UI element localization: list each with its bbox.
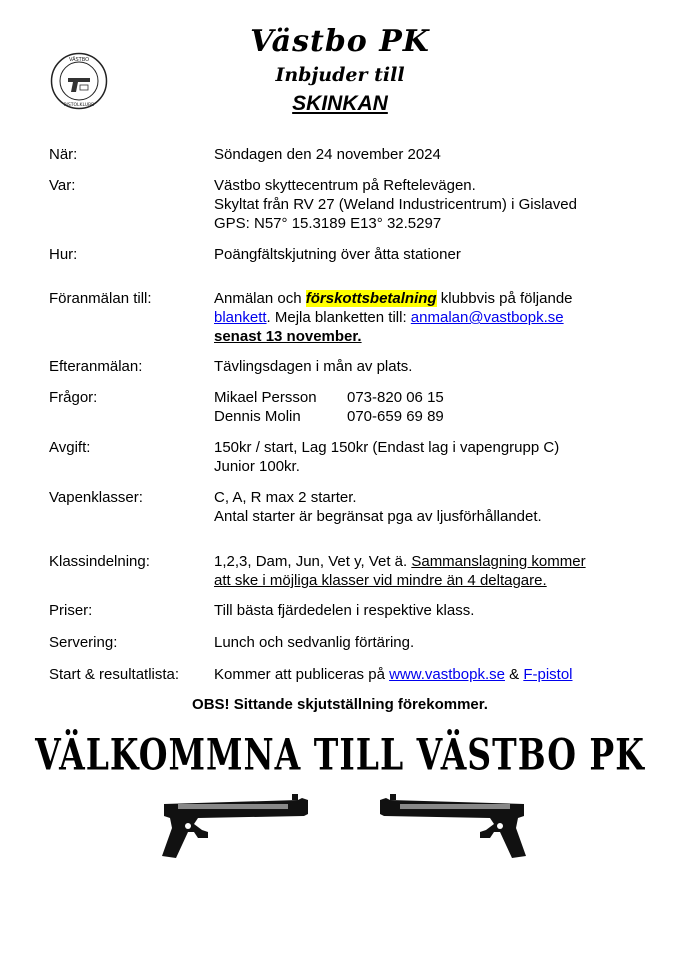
registration-text-3: . Mejla blanketten till:: [266, 309, 411, 326]
registration-deadline: senast 13 november.: [214, 328, 362, 345]
class-division-merge-note-1: Sammanslagning kommer: [411, 553, 586, 570]
where-value: [214, 176, 634, 233]
seated-position-notice: OBS! Sittande skjutställning förekommer.: [192, 696, 488, 713]
registration-value: [214, 289, 634, 346]
contact-phone: 070-659 69 89: [347, 408, 444, 425]
pistol-left-icon: [158, 792, 328, 862]
class-division-merge-note-2: att ske i möjliga klasser vid mindre än 4 deltagare.: [214, 572, 547, 589]
start-list-value: [214, 665, 634, 684]
welcome-banner: VÄLKOMMNA TILL VÄSTBO PK: [35, 729, 645, 780]
where-label: Var:: [49, 177, 76, 194]
prizes-value: Till bästa fjärdedelen i respektive klass.: [214, 602, 475, 619]
start-list-text-2: &: [504, 666, 524, 683]
late-registration-label: Efteranmälan:: [49, 358, 143, 375]
when-value: Söndagen den 24 november 2024: [214, 146, 441, 163]
class-division-value: [214, 552, 634, 590]
prepayment-highlight: förskottsbetalning: [305, 290, 437, 307]
registration-text-2: klubbvis på följande: [436, 290, 573, 307]
where-line-1: Västbo skyttecentrum på Reftelevägen.: [214, 177, 476, 194]
questions-label: Frågor:: [49, 389, 98, 406]
contact-row: [214, 407, 634, 426]
late-registration-value: Tävlingsdagen i mån av plats.: [214, 358, 413, 375]
contact-name: Mikael Persson: [214, 389, 317, 406]
weapon-classes-line-1: C, A, R max 2 starter.: [214, 489, 357, 506]
catering-value: Lunch och sedvanlig förtäring.: [214, 634, 415, 651]
how-label: Hur:: [49, 246, 78, 263]
start-list-text-1: Kommer att publiceras på: [214, 666, 390, 683]
how-value: Poängfältskjutning över åtta stationer: [214, 246, 461, 263]
club-title: Västbo PK: [250, 24, 430, 59]
where-line-3: GPS: N57° 15.3189 E13° 32.5297: [214, 215, 442, 232]
weapon-classes-label: Vapenklasser:: [49, 489, 143, 506]
registration-text-1: Anmälan och: [214, 290, 306, 307]
svg-text:PISTOLKLUBB: PISTOLKLUBB: [63, 103, 95, 108]
form-link[interactable]: blankett: [214, 309, 267, 326]
f-pistol-link[interactable]: F-pistol: [523, 666, 573, 683]
contact-row: [214, 388, 634, 407]
questions-value: [214, 388, 634, 426]
fee-value: [214, 438, 634, 476]
fee-label: Avgift:: [49, 439, 91, 456]
contact-phone: 073-820 06 15: [347, 389, 444, 406]
class-division-text: 1,2,3, Dam, Jun, Vet y, Vet ä.: [214, 553, 412, 570]
pistol-right-icon: [360, 792, 530, 862]
fee-line-1: 150kr / start, Lag 150kr (Endast lag i vapengrupp C): [214, 439, 560, 456]
website-link[interactable]: www.vastbopk.se: [389, 666, 505, 683]
when-label: När:: [49, 146, 78, 163]
svg-text:VÄSTBO: VÄSTBO: [68, 57, 90, 63]
catering-label: Servering:: [49, 634, 118, 651]
weapon-classes-value: [214, 488, 634, 526]
email-link[interactable]: anmalan@vastbopk.se: [410, 309, 564, 326]
contact-name: Dennis Molin: [214, 408, 301, 425]
invites-text: Inbjuder till: [275, 64, 405, 86]
fee-line-2: Junior 100kr.: [214, 458, 300, 475]
registration-label: Föranmälan till:: [49, 290, 152, 307]
weapon-classes-line-2: Antal starter är begränsat pga av ljusförhållandet.: [214, 508, 542, 525]
where-line-2: Skyltat från RV 27 (Weland Industricentrum) i Gislaved: [214, 196, 577, 213]
prizes-label: Priser:: [49, 602, 93, 619]
start-list-label: Start & resultatlista:: [49, 666, 180, 683]
class-division-label: Klassindelning:: [49, 553, 150, 570]
event-name: SKINKAN: [292, 92, 388, 115]
